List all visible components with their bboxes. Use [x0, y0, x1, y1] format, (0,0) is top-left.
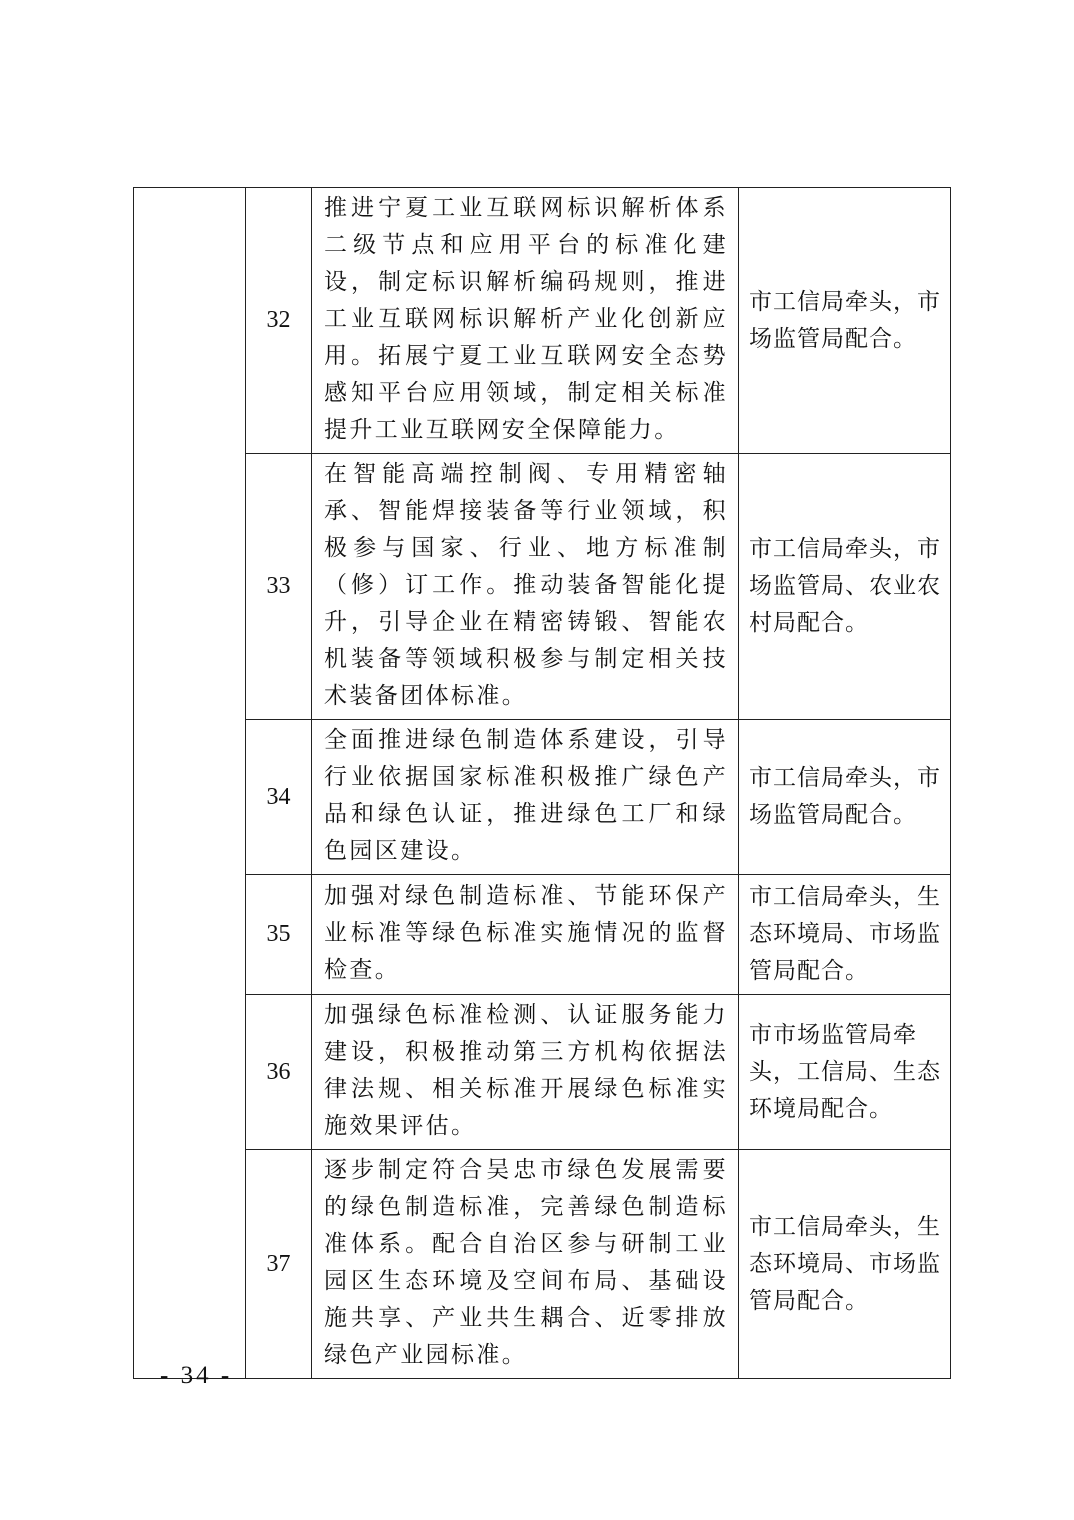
row-number: 37 — [246, 1150, 312, 1379]
category-cell — [134, 188, 246, 1379]
task-description: 逐步制定符合吴忠市绿色发展需要的绿色制造标准，完善绿色制造标准体系。配合自治区参与研制工业园区生态环境及空间布局、基础设施共享、产业共生耦合、近零排放绿色产业园标准。 — [312, 1150, 739, 1379]
row-number: 36 — [246, 995, 312, 1150]
table-row — [134, 1150, 951, 1379]
responsible-departments: 市工信局牵头，生态环境局、市场监管局配合。 — [739, 875, 951, 995]
task-table — [133, 187, 951, 1379]
task-description: 加强对绿色制造标准、节能环保产业标准等绿色标准实施情况的监督检查。 — [312, 875, 739, 995]
responsible-departments: 市工信局牵头，市场监管局配合。 — [739, 188, 951, 454]
task-description: 加强绿色标准检测、认证服务能力建设，积极推动第三方机构依据法律法规、相关标准开展绿色标准实施效果评估。 — [312, 995, 739, 1150]
table-row — [134, 454, 951, 720]
task-description: 在智能高端控制阀、专用精密轴承、智能焊接装备等行业领域，积极参与国家、行业、地方标准制（修）订工作。推动装备智能化提升，引导企业在精密铸锻、智能农机装备等领域积极参与制定相关技术装备团体标准。 — [312, 454, 739, 720]
row-number: 35 — [246, 875, 312, 995]
row-number: 32 — [246, 188, 312, 454]
row-number: 33 — [246, 454, 312, 720]
page-number: - 34 - — [160, 1362, 233, 1389]
row-number: 34 — [246, 720, 312, 875]
table-row — [134, 188, 951, 454]
task-description: 全面推进绿色制造体系建设，引导行业依据国家标准积极推广绿色产品和绿色认证，推进绿色工厂和绿色园区建设。 — [312, 720, 739, 875]
table-row — [134, 995, 951, 1150]
table-row — [134, 875, 951, 995]
task-description: 推进宁夏工业互联网标识解析体系二级节点和应用平台的标准化建设，制定标识解析编码规则，推进工业互联网标识解析产业化创新应用。拓展宁夏工业互联网安全态势感知平台应用领域，制定相关标准提升工业互联网安全保障能力。 — [312, 188, 739, 454]
responsible-departments: 市市场监管局牵头，工信局、生态环境局配合。 — [739, 995, 951, 1150]
responsible-departments: 市工信局牵头，市场监管局配合。 — [739, 720, 951, 875]
responsible-departments: 市工信局牵头，市场监管局、农业农村局配合。 — [739, 454, 951, 720]
responsible-departments: 市工信局牵头，生态环境局、市场监管局配合。 — [739, 1150, 951, 1379]
table-row — [134, 720, 951, 875]
